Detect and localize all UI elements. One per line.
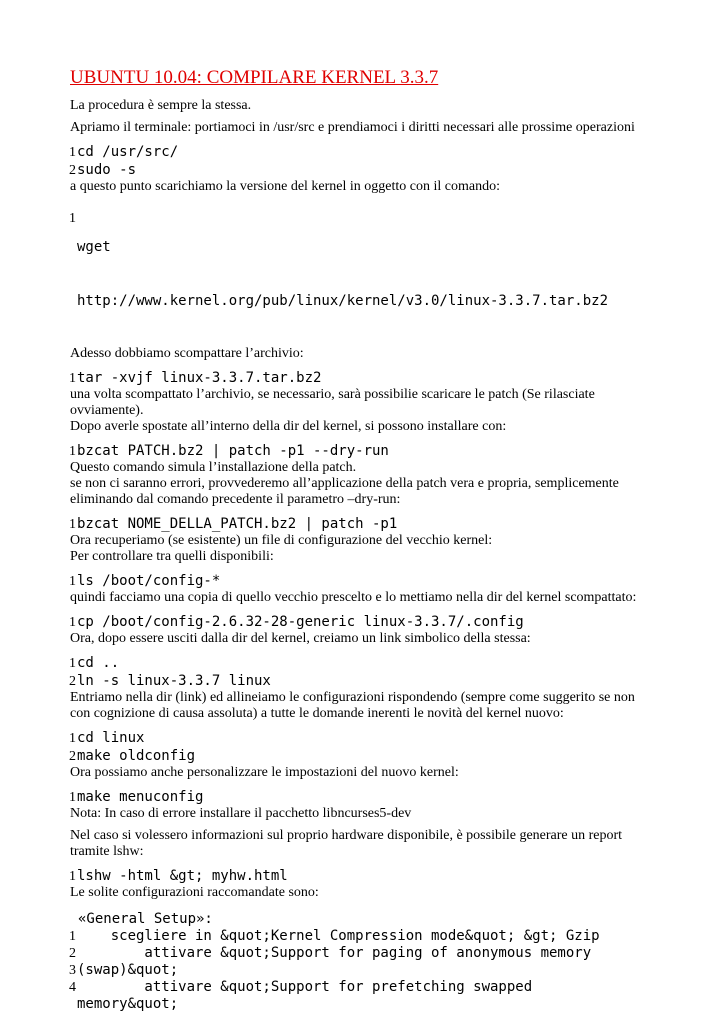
paragraph-apply: se non ci saranno errori, provvederemo all’applicazione della patch vera e propria, semplicemente eliminando dal comando precedente il parametro –dry-run: [70,476,619,507]
code-block-patch [70,515,650,533]
code-block-tar [70,369,650,387]
code-text: (swap)&quot; [77,962,179,978]
code-line [70,515,650,533]
code-block-dry-run [70,442,650,460]
paragraph-copy: quindi facciamo una copia di quello vecchio prescelto e lo mettiamo nella dir del kernel scompattato: [70,590,637,605]
code-text: make menuconfig [77,789,204,805]
code-line [70,979,650,996]
code-line [70,613,650,631]
code-line [70,369,650,387]
paragraph-note: Nota: In caso di errore installare il pacchetto libncurses5-dev [70,806,412,821]
code-text: ls /boot/config-* [77,573,221,589]
paragraph-hardware: Nel caso si volessero informazioni sul proprio hardware disponibile, è possibile generare un report tramite lshw: [70,828,623,859]
code-line [70,945,650,962]
paragraph-extract: Adesso dobbiamo scompattare l’archivio: [70,346,304,361]
line-number: 1 [69,211,76,226]
code-text: make oldconfig [77,748,196,764]
paragraph-customize: Ora possiamo anche personalizzare le impostazioni del nuovo kernel: [70,765,459,780]
code-line [70,928,650,945]
page-title[interactable]: UBUNTU 10.04: COMPILARE KERNEL 3.3.7 [70,67,439,88]
paragraph-symlink: Ora, dopo essere usciti dalla dir del kernel, creiamo un link simbolico della stessa: [70,631,531,646]
line-number: 1 [69,615,76,630]
code-line [70,672,650,690]
paragraph-open-terminal: Apriamo il terminale: portiamoci in /usr/src e prendiamoci i diritti necessari alle prossime operazioni [70,120,635,135]
code-line [70,161,650,179]
line-number: 1 [69,444,76,459]
code-heading: «General Setup»: [78,911,213,927]
code-text: bzcat NOME_DELLA_PATCH.bz2 | patch -p1 [77,516,398,532]
code-text: bzcat PATCH.bz2 | patch -p1 --dry-run [77,443,389,459]
line-number: 1 [69,371,76,386]
code-block-oldconfig [70,729,650,765]
line-number: 3 [69,963,76,978]
paragraph-install-patches: Dopo averle spostate all’interno della dir del kernel, si possono installare con: [70,419,507,434]
line-number: 2 [69,163,76,178]
code-block-cd-sudo [70,143,650,179]
line-number: 1 [69,929,76,944]
line-number: 2 [69,674,76,689]
line-number: 1 [69,731,76,746]
code-block-menuconfig [70,788,650,806]
code-text-wget: wget [77,239,111,255]
code-line [70,867,650,885]
line-number: 1 [69,869,76,884]
line-number: 2 [69,946,76,961]
article [70,66,650,1013]
code-line [70,788,650,806]
code-block-ls [70,572,650,590]
code-text: scegliere in &quot;Kernel Compression mode&quot; &gt; Gzip [77,928,600,944]
paragraph-intro: La procedura è sempre la stessa. [70,98,252,113]
code-text: ln -s linux-3.3.7 linux [77,673,271,689]
code-line [70,962,650,979]
paragraph-recommended: Le solite configurazioni raccomandate sono: [70,885,319,900]
line-number: 2 [69,749,76,764]
paragraph-oldconfig: Entriamo nella dir (link) ed allineiamo le configurazioni rispondendo (sempre come suggerito se non con cognizione di causa assoluta) a tutte le domande inerenti le novità del kernel nuovo: [70,690,635,721]
line-number: 1 [69,790,76,805]
code-line [70,143,650,161]
code-text: cd /usr/src/ [77,144,179,160]
code-block-ln [70,654,650,690]
code-block-general-setup [70,911,650,1013]
code-line [70,747,650,765]
code-text-url: http://www.kernel.org/pub/linux/kernel/v3.0/linux-3.3.7.tar.bz2 [77,293,609,309]
code-block-lshw [70,867,650,885]
code-text: cd linux [77,730,145,746]
code-text: cd .. [77,655,120,671]
code-line [70,729,650,747]
line-number: 1 [69,145,76,160]
paragraph-recover-config: Ora recuperiamo (se esistente) un file di configurazione del vecchio kernel: [70,533,493,548]
code-line [70,572,650,590]
paragraph-patches: una volta scompattato l’archivio, se necessario, sarà possibilie scaricare le patch (Se rilasciate ovviamente). [70,387,595,418]
line-number: 1 [69,574,76,589]
code-line [70,654,650,672]
code-line [70,442,650,460]
paragraph-simulate: Questo comando simula l’installazione della patch. [70,460,357,475]
line-number: 1 [69,656,76,671]
code-text: attivare &quot;Support for prefetching swapped [77,979,533,995]
line-number: 1 [69,517,76,532]
line-number: 4 [69,980,76,995]
code-text: tar -xvjf linux-3.3.7.tar.bz2 [77,370,322,386]
code-line [70,996,650,1013]
code-line [70,202,650,346]
code-text: attivare &quot;Support for paging of anonymous memory [77,945,592,961]
code-text: lshw -html &gt; myhw.html [77,868,288,884]
paragraph-download: a questo punto scarichiamo la versione del kernel in oggetto con il comando: [70,179,500,194]
code-text: cp /boot/config-2.6.32-28-generic linux-3.3.7/.config [77,614,524,630]
paragraph-check: Per controllare tra quelli disponibili: [70,549,274,564]
code-block-cp [70,613,650,631]
code-text [77,202,608,346]
code-text: sudo -s [77,162,137,178]
code-text: memory&quot; [77,996,179,1012]
code-block-wget [70,202,650,346]
